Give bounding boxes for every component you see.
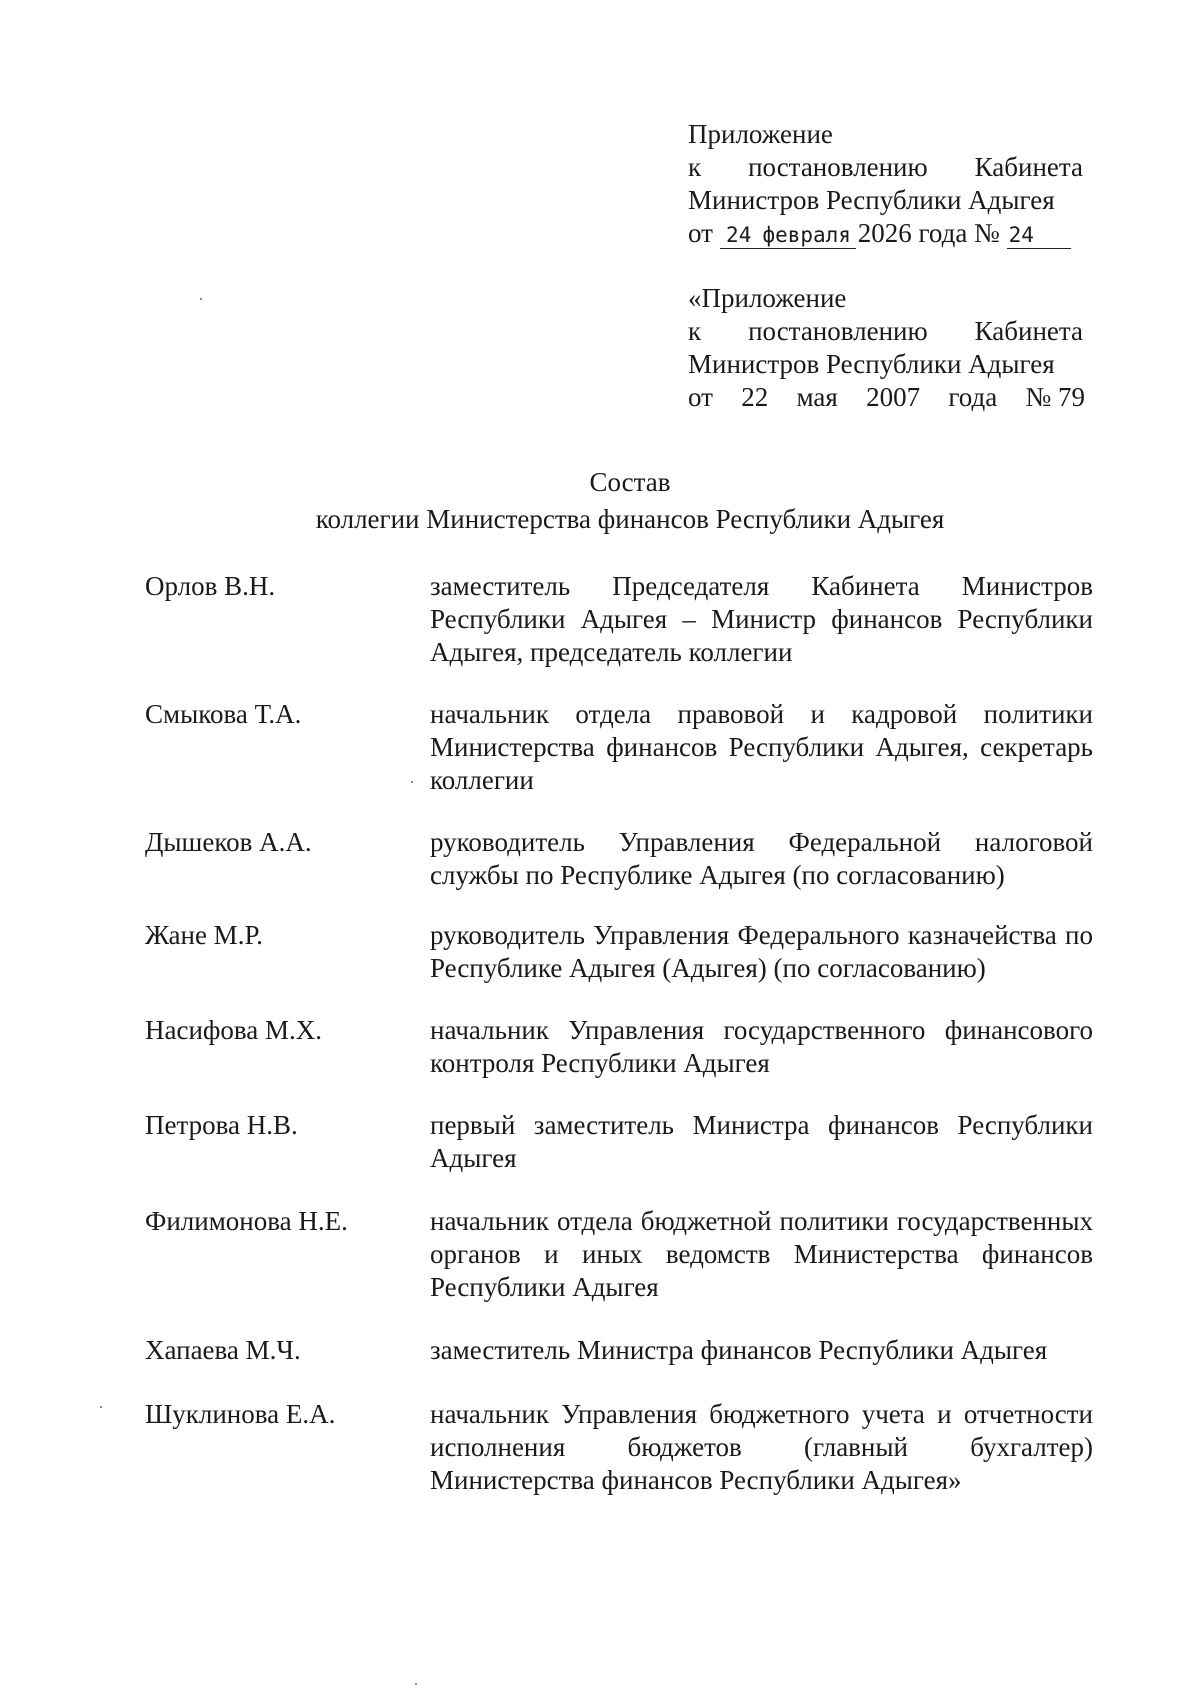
member-name: Петрова Н.В. [145,1110,298,1140]
date-month-field: февраля [758,222,856,249]
document-subtitle: коллегии Министерства финансов Республики Адыгея [315,504,945,534]
original-appendix-label: «Приложение [688,283,847,313]
member-name: Дышеков А.А. [145,827,312,857]
appendix-header-original [688,282,1088,414]
date-prefix: от [688,218,713,248]
member-name: Шуклинова Е.А. [145,1399,336,1429]
appendix-date-line [688,217,1088,250]
scan-speck [200,298,202,300]
original-issuer-line: Министров Республики Адыгея [688,349,1055,379]
member-name: Жане М.Р. [145,920,263,950]
member-name: Смыкова Т.А. [145,699,302,729]
decree-number-field: 24 [1007,222,1071,249]
member-position: заместитель Министра финансов Республики Адыгея [430,1335,1048,1365]
scan-speck [411,781,413,783]
scan-speck [415,1683,417,1685]
member-position: начальник Управления государственного финансового контроля Республики Адыгея [430,1015,1093,1078]
member-position: первый заместитель Министра финансов Республики Адыгея [430,1110,1093,1173]
scan-speck [100,1406,102,1408]
member-name: Насифова М.Х. [145,1015,323,1045]
appendix-header-current [688,118,1088,250]
original-reference-line: к постановлению Кабинета [688,316,1083,346]
date-day-field: 24 [720,222,758,249]
appendix-label: Приложение [688,119,833,149]
member-name: Орлов В.Н. [145,571,276,601]
member-position: начальник отдела правовой и кадровой политики Министерства финансов Республики Адыгея, секретарь коллегии [430,699,1093,795]
member-position: начальник отдела бюджетной политики государственных органов и иных ведомств Министерства финансов Республики Адыгея [430,1206,1093,1302]
member-name: Филимонова Н.Е. [145,1206,348,1236]
date-year-text: 2026 года № [857,218,1000,248]
member-position: руководитель Управления Федерального казначейства по Республике Адыгея (Адыгея) (по согласованию) [430,920,1093,983]
member-name: Хапаева М.Ч. [145,1335,301,1365]
member-position: начальник Управления бюджетного учета и отчетности исполнения бюджетов (главный бухгалтер) Министерства финансов Республики Адыгея» [430,1399,1093,1495]
appendix-issuer-line: Министров Республики Адыгея [688,185,1055,215]
document-title: Состав [589,467,671,497]
member-position: руководитель Управления Федеральной налоговой службы по Республике Адыгея (по согласованию) [430,827,1093,890]
original-date-line: от 22 мая 2007 года № 79 [688,382,1085,412]
appendix-reference-line: к постановлению Кабинета [688,152,1083,182]
member-position: заместитель Председателя Кабинета Министров Республики Адыгея – Министр финансов Республики Адыгея, председатель коллегии [430,571,1093,667]
